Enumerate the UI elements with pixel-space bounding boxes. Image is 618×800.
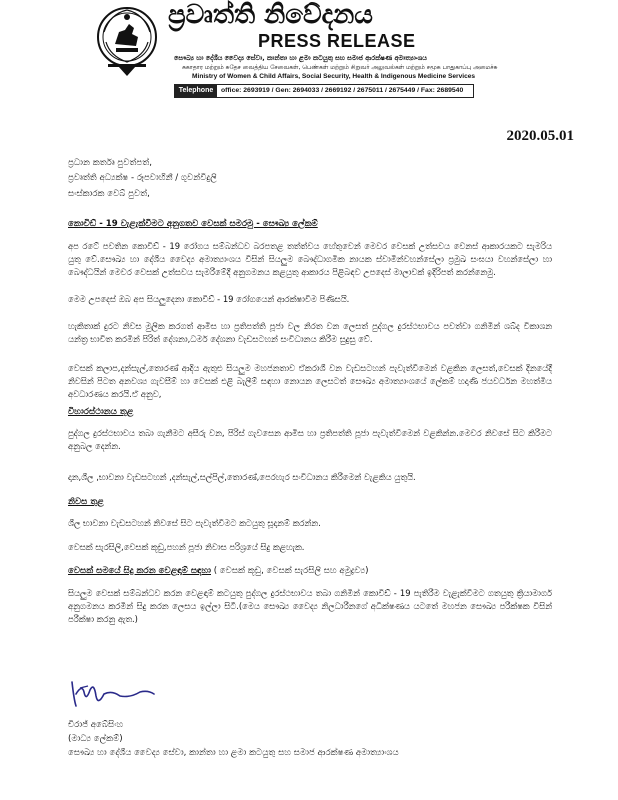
section-heading-home: නිවස තුළ (68, 497, 104, 507)
recipient-line: සංස්කාරක වෙබ් පුවත්, (68, 189, 150, 199)
section-heading-trade-note: ( වෙසක් කූඩු, වෙසක් සැරසිලි සහ අමුද්‍රව්‍ය) (213, 566, 369, 576)
section-heading-temple: විහාරස්ථානය තුළ (68, 407, 134, 417)
telephone-bar (174, 84, 474, 98)
press-release-title-sinhala: ප්‍රවෘත්ති නිවේදනය (168, 0, 373, 30)
sri-lanka-emblem-icon (96, 4, 158, 78)
telephone-label: Telephone (175, 85, 217, 97)
body-paragraph: වෙසක් කලාප,දන්සැල්,තොරණ් ආදිය ඇතුළු සියලුම මහජනතාව ඒකරාශී වන වැඩසටහන් පැවැත්වීමෙන් වළකින ලෙසත්,වෙසක් දිනයේදී නිවසින් පිටත අනවශ්‍ය ගැවසීම් හා වෙසක් එළි බැලීම් සඳහා නොයන ලෙසටත් සෞඛ්‍ය අමාත්‍යාංශයේ ලේකම් හදාණි ජයවර්ධන මහත්මිය අවධාරණය කරයි.ඒ අනුව, (68, 363, 552, 399)
ministry-name-sinhala: සෞඛ්‍ය හා දේශීය වෛද්‍ය සේවා, කාන්තා හා ළමා කටයුතු සහ සමාජ ආරක්ෂණ අමාත්‍යාංශය (174, 54, 427, 62)
recipient-line: ප්‍රධාන කර්තෘ පුවත්පත්, (68, 158, 152, 168)
signatory-organization: සෞඛ්‍ය හා දේශීය වෛද්‍ය සේවා, කාන්තා හා ළමා කටයුතු සහ සමාජ ආරක්ෂණ අමාත්‍යාංශය (68, 748, 399, 758)
subject-line: කොවිඩ් - 19 වැළැක්වීමට අනුගතව වෙසක් සමරමු - සෞඛ්‍ය ලේකම් (68, 219, 318, 229)
body-paragraph: සියලුම වෙසක් සම්බන්ධව කරන වෙළඳාම් කටයුතු පුද්ගල දුරස්ථභාවය තබා ගනිමින් කොවිඩ් - 19 පැතිරීම වැළැක්වීමට ගතයුතු ක්‍රියාමාර්ග අනුගමනය කරමින් සිදු කරන ලෙසය ඉල්ලා සිටී.(මෙය සෞඛ්‍ය වෛද්‍ය නිලධාරීනගේ අධීක්ෂණය යටතේ මහජන සෞඛ්‍ය පරීක්ෂක විසින් පරීක්ෂා කරනු ඇත.) (68, 588, 552, 624)
body-paragraph: පුද්ගල දුරස්ථභාවය තබා ගැනීමට අසීරු වන, පිරිස් ගැවසෙන ආමිස හා ප්‍රතිපත්ති පූජා පැවැත්වීමෙන් වළකින්න.මෙවර නිවසේ සිට කිරීමට අනුබල දෙන්න. (68, 428, 552, 451)
body-paragraph: අප රටේ පවතින කොවිඩ් - 19 රෝගය සම්බන්ධව බරපතළ තත්ත්වය හේතුවෙන් මෙවර වෙසක් උත්සවය වෙනස් ආකාරයකට සැමරිය යුතු වේ.සෞඛ්‍ය හා දේශීය වෛද්‍ය අමාත්‍යාංශය විසින් සියලුම බෞද්ධාගමික නායක ස්වාමීන්වහන්සේලා ප්‍රමුඛ සංඝයා වහන්සේලා හා බෞද්ධයින් මෙවර වෙසක් උත්සවය සැමරීමේදී අනුගමනය කළයුතු ආකාරය පිළිබඳව උපදෙස් මාලාවක් ඉදිරිපත් කරන්නෙමු. (68, 241, 552, 277)
recipient-line: ප්‍රවෘත්ති අධ්‍යක්ෂ - රූපවාහිනී / ගුවන්විදුලි (68, 173, 217, 183)
press-release-title-english: PRESS RELEASE (258, 31, 416, 51)
signatory-role: (මාධ්‍ය ලේකම්) (68, 734, 123, 744)
handwritten-signature-icon (68, 676, 158, 716)
release-date: 2020.05.01 (506, 128, 574, 144)
body-paragraph: දාන,ශීල ,භාවනා වැඩසටහන් ,දන්සැල්,සල්පිල්,තොරණ්,පෙරහැර සංවිධානය කිරීමෙන් වැළකිය යුතුයි. (68, 472, 416, 482)
section-heading-trade (68, 566, 368, 576)
signatory-name: චිරාජ් අබේසිංහ (68, 720, 124, 730)
body-paragraph: ශීල භාවනා වැඩසටහන් නිවසේ සිට පැවැත්වීමට කටයුතු සූදානම් කරන්න. (68, 518, 321, 528)
body-paragraph: වෙසක් සැරසිලි,වෙසක් කූඩු,පහන් පූජා නිවාස පරිශ්‍රයේ සිදු කළහැක. (68, 542, 305, 552)
ministry-name-english: Ministry of Women & Child Affairs, Social Security, Health & Indigenous Medicine Services (192, 73, 476, 80)
body-paragraph: හැකිතාක් දුරට නිවස මුලික කරගත් ආමිස හා ප්‍රතිපත්ති පූජා වල නිරත වන ලෙසත් පුද්ගල දුරස්ථභාවය පවත්වා ගනිමින් ශබ්ද විකාශන යන්ත්‍ර භාවිත කරමින් පිරිත් දේශනා,ධර්ම දේශනා වැඩසටහන් සංවිධානය කිරීම සුදුසු වේ. (68, 321, 552, 344)
telephone-numbers: office: 2693919 / Gen: 2694033 / 2669192 / 2675011 / 2675449 / Fax: 2689540 (221, 87, 464, 94)
section-heading-trade-title: වෙසක් සමයේ සිදු කරන වෙළඳාම් සඳහා (68, 566, 211, 576)
body-paragraph: මෙම උපදෙස් ඔබ අප සියලුදෙනා කොවිඩ් - 19 රෝගයෙන් ආරක්ෂාවීම පිණිසයි. (68, 294, 350, 304)
ministry-name-tamil: சுகாதார மற்றும் சுதேச வைத்திய சேவைகள், பெண்கள் மற்றும் சிறுவர் அலுவல்கள் மற்றும் சமூக பாதுகாப்பு அமைச்சு (182, 64, 498, 71)
